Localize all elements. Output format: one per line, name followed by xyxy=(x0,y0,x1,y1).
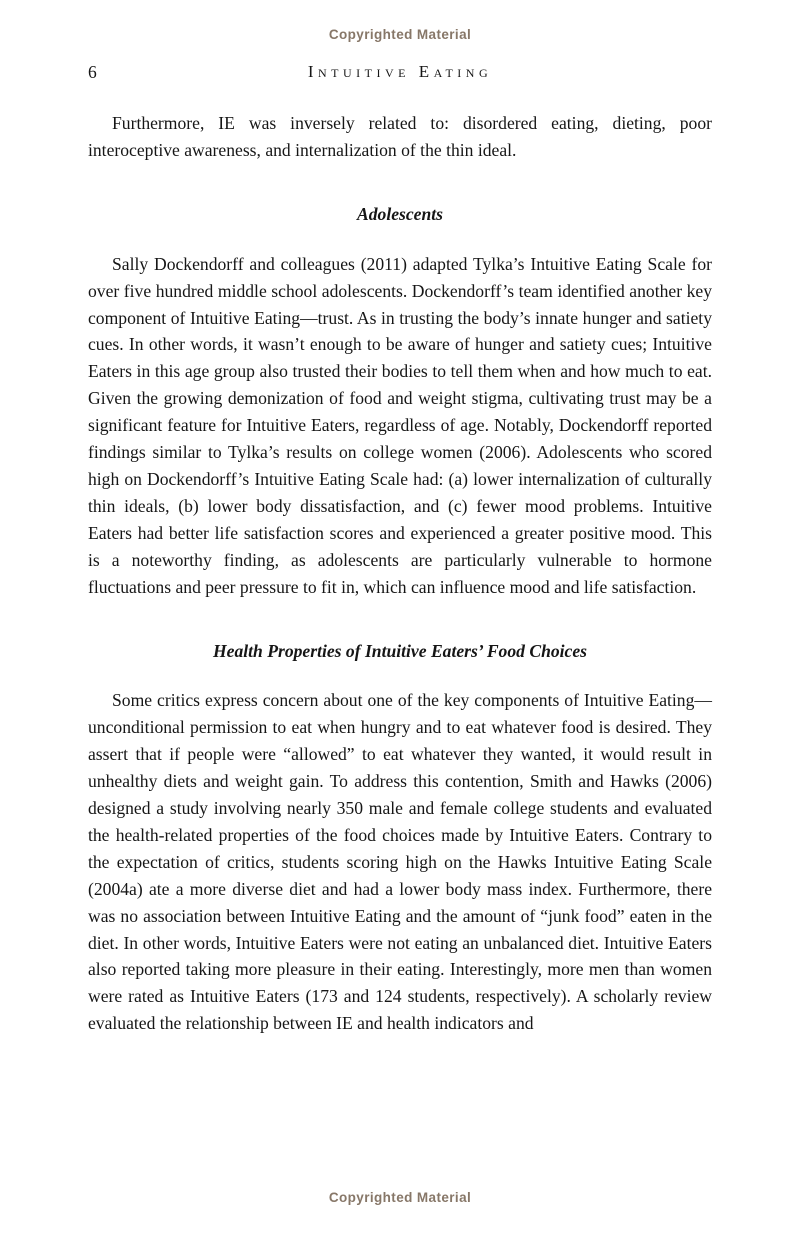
section-heading-health-properties: Health Properties of Intuitive Eaters’ Food Choices xyxy=(212,640,588,661)
running-header xyxy=(88,62,712,88)
page-number: 6 xyxy=(88,62,97,82)
running-title: Intuitive Eating xyxy=(307,62,493,81)
copyright-watermark-top: Copyrighted Material xyxy=(328,27,472,42)
body-paragraph-2: Sally Dockendorff and colleagues (2011) adapted Tylka’s Intuitive Eating Scale for over five hundred middle school adolescents. Dockendorff’s team identified another key component of Intuitive Eating—trust. As in trusting the body’s innate hunger and satiety cues. In other words, it wasn’t enough to be aware of hunger and satiety cues; Intuitive Eaters in this age group also trusted their bodies to tell them when and how much to eat. Given the growing demonization of food and weight stigma, cultivating trust may be a significant feature for Intuitive Eaters, regardless of age. Notably, Dockendorff reported findings similar to Tylka’s results on college women (2006). Adolescents who scored high on Dockendorff’s Intuitive Eating Scale had: (a) lower internalization of culturally thin ideals, (b) lower body dissatisfaction, and (c) fewer mood problems. Intuitive Eaters had better life satisfaction scores and experienced a greater positive mood. This is a noteworthy finding, as adolescents are particularly vulnerable to hormone fluctuations and peer pressure to fit in, which can influence mood and life satisfaction. xyxy=(88,253,712,597)
page-body-text xyxy=(88,110,712,1037)
section-heading-adolescents: Adolescents xyxy=(356,203,443,224)
body-paragraph-1: Furthermore, IE was inversely related to: disordered eating, dieting, poor interoceptive awareness, and internalization of the thin ideal. xyxy=(88,113,712,160)
body-paragraph-3: Some critics express concern about one of the key components of Intuitive Eating—unconditional permission to eat when hungry and to eat whatever food is desired. They assert that if people were “allowed” to eat whatever they wanted, it would result in unhealthy diets and weight gain. To address this contention, Smith and Hawks (2006) designed a study involving nearly 350 male and female college students and evaluated the health-related properties of the food choices made by Intuitive Eaters. Contrary to the expectation of critics, students scoring high on the Hawks Intuitive Eating Scale (2004a) ate a more diverse diet and had a lower body mass index. Furthermore, there was no association between Intuitive Eating and the amount of “junk food” eaten in the diet. In other words, Intuitive Eaters were not eating an unbalanced diet. Intuitive Eaters also reported taking more pleasure in their eating. Interestingly, more men than women were rated as Intuitive Eaters (173 and 124 students, respectively). A scholarly review evaluated the relationship between IE and health indicators and xyxy=(88,690,712,1034)
copyright-watermark-bottom: Copyrighted Material xyxy=(328,1190,472,1205)
